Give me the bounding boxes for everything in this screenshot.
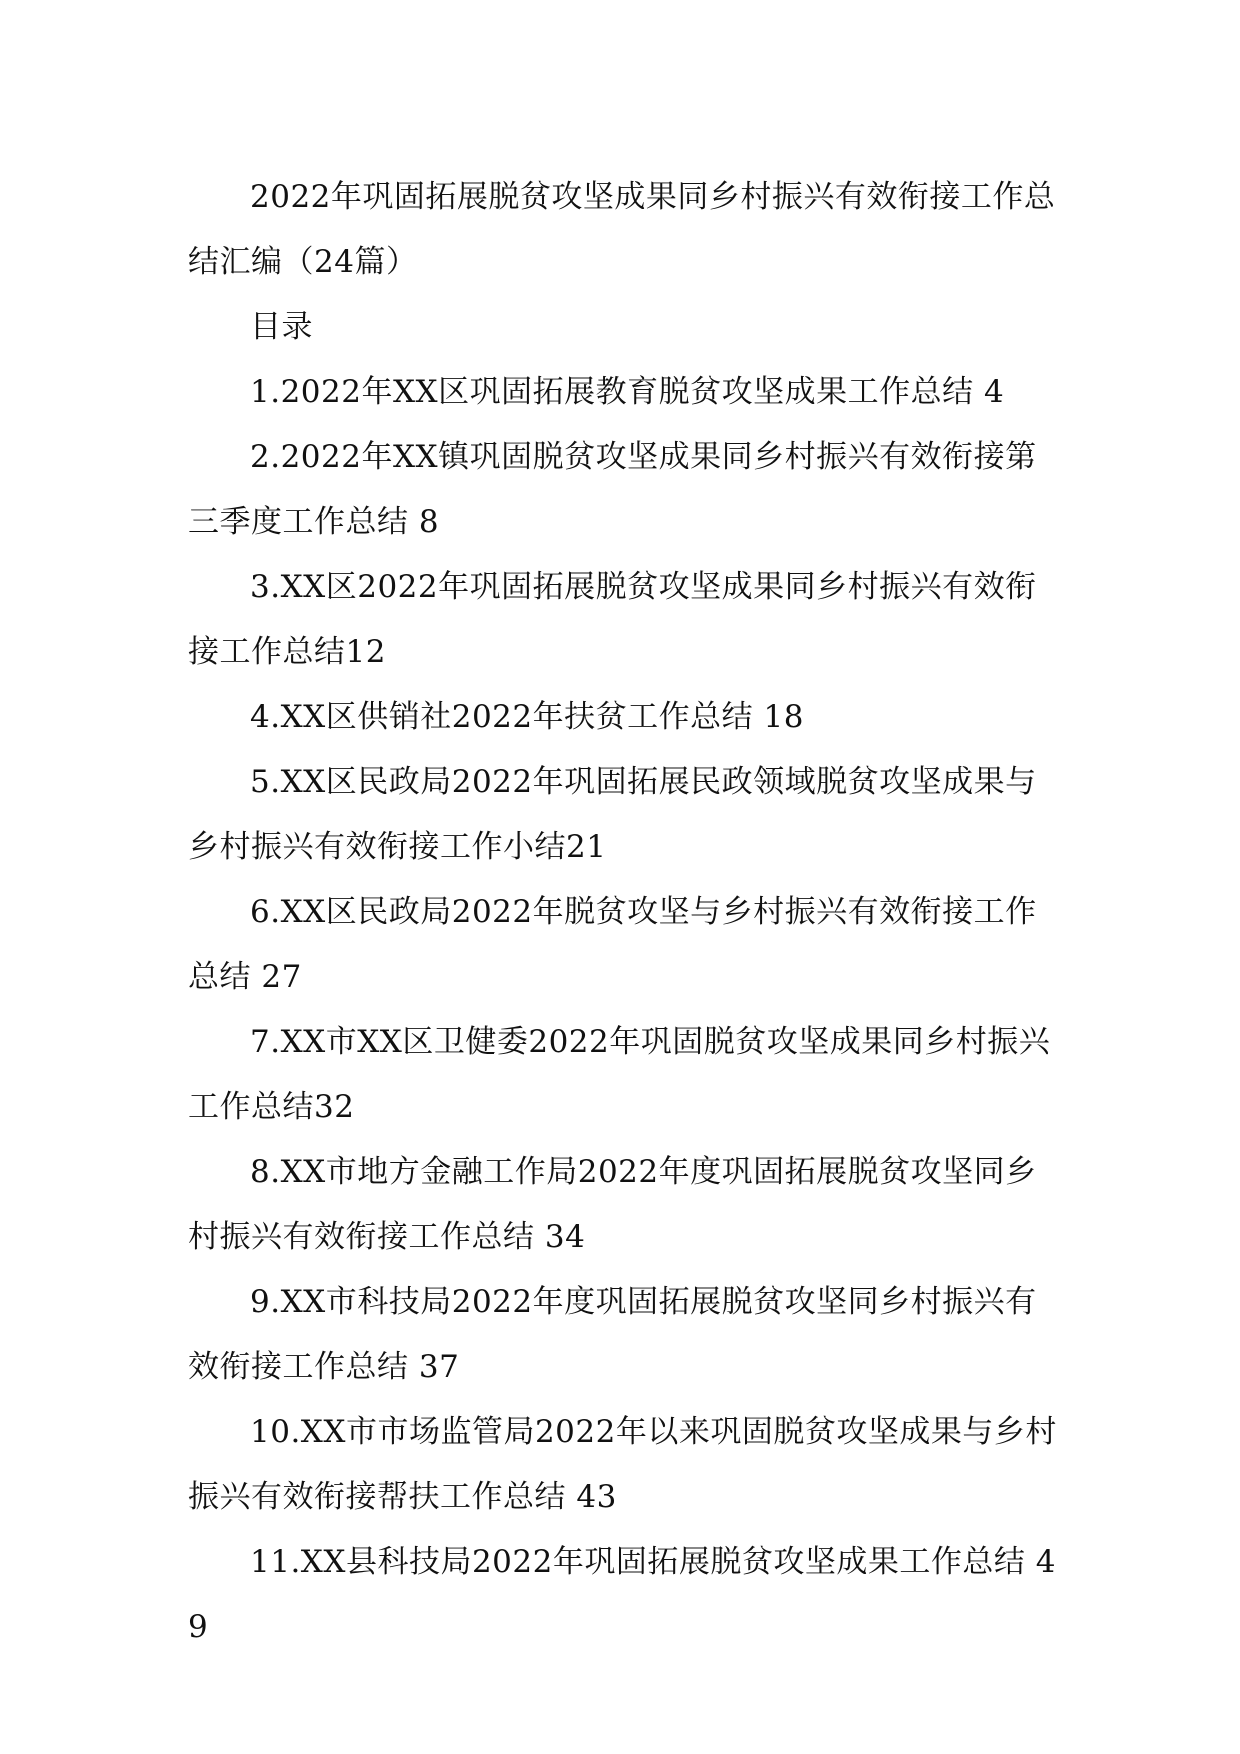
document-title: 2022年巩固拓展脱贫攻坚成果同乡村振兴有效衔接工作总结汇编（24篇） <box>188 179 1056 280</box>
toc-item-text: 7.XX市XX区卫健委2022年巩固脱贫攻坚成果同乡村振兴工作总结 <box>188 1024 1051 1125</box>
toc-item-page: 12 <box>345 634 386 670</box>
toc-item[interactable] <box>188 555 1062 685</box>
toc-item-page: 8 <box>418 504 440 540</box>
toc-item[interactable] <box>188 880 1062 1010</box>
toc-item-text: 11.XX县科技局2022年巩固拓展脱贫攻坚成果工作总结 <box>250 1544 1026 1580</box>
toc-item-page: 4 <box>983 374 1005 410</box>
toc-item[interactable] <box>188 1530 1062 1660</box>
document-page <box>188 165 1062 1660</box>
toc-item-text: 8.XX市地方金融工作局2022年度巩固拓展脱贫攻坚同乡村振兴有效衔接工作总结 <box>188 1154 1037 1255</box>
toc-item-page: 49 <box>188 1544 1056 1645</box>
toc-item-text: 2.2022年XX镇巩固脱贫攻坚成果同乡村振兴有效衔接第三季度工作总结 <box>188 439 1037 540</box>
toc-item-text: 6.XX区民政局2022年脱贫攻坚与乡村振兴有效衔接工作总结 <box>188 894 1037 995</box>
toc-item[interactable] <box>188 425 1062 555</box>
toc-item-page: 37 <box>418 1349 460 1385</box>
toc-item[interactable] <box>188 750 1062 880</box>
toc-item-text: 5.XX区民政局2022年巩固拓展民政领域脱贫攻坚成果与乡村振兴有效衔接工作小结 <box>188 764 1037 865</box>
toc-item-page: 32 <box>314 1089 355 1125</box>
toc-item-text: 9.XX市科技局2022年度巩固拓展脱贫攻坚同乡村振兴有效衔接工作总结 <box>188 1284 1037 1385</box>
toc-item-text: 4.XX区供销社2022年扶贫工作总结 <box>250 699 754 735</box>
toc-heading: 目录 <box>250 309 313 345</box>
toc-item-text: 3.XX区2022年巩固拓展脱贫攻坚成果同乡村振兴有效衔接工作总结 <box>188 569 1037 670</box>
toc-item[interactable] <box>188 685 1062 750</box>
toc-item[interactable] <box>188 1270 1062 1400</box>
toc-item[interactable] <box>188 1400 1062 1530</box>
toc-item-page: 27 <box>261 959 302 995</box>
toc-item-page: 34 <box>544 1219 586 1255</box>
toc-item-text: 1.2022年XX区巩固拓展教育脱贫攻坚成果工作总结 <box>250 374 974 410</box>
toc-item[interactable] <box>188 1140 1062 1270</box>
toc-item[interactable] <box>188 1010 1062 1140</box>
toc-item-page: 43 <box>576 1479 617 1515</box>
toc-item-page: 21 <box>566 829 607 865</box>
toc-item-page: 18 <box>763 699 804 735</box>
toc-item-text: 10.XX市市场监管局2022年以来巩固脱贫攻坚成果与乡村振兴有效衔接帮扶工作总结 <box>188 1414 1057 1515</box>
toc-item[interactable] <box>188 360 1062 425</box>
